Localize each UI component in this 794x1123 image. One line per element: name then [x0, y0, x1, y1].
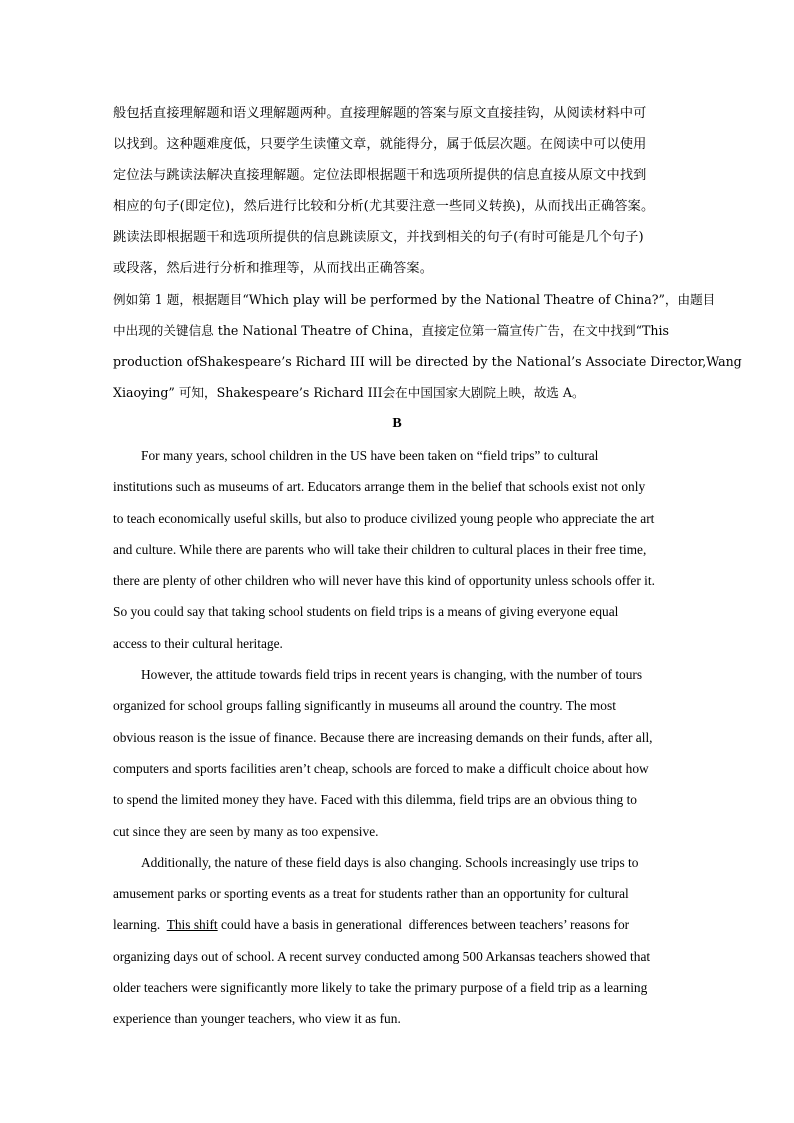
passage-text: could have a basis in generational differences between teachers’ reasons for [217, 917, 630, 933]
passage-line: institutions such as museums of art. Educators arrange them in the belief that schools exist not only [113, 479, 646, 495]
passage-line: So you could say that taking school students on field trips is a means of giving everyone equal [113, 604, 619, 620]
passage-line: to spend the limited money they have. Faced with this dilemma, field trips are an obvious thing to [113, 792, 637, 808]
passage-text: learning. [113, 917, 167, 933]
passage-line: access to their cultural heritage. [113, 635, 283, 651]
passage-line: cut since they are seen by many as too expensive. [113, 823, 379, 839]
example-line: 中出现的关键信息 the National Theatre of China，直接定位第一篇宣传广告，在文中找到“This [113, 323, 670, 338]
paragraph-2 [113, 659, 688, 847]
passage-line: and culture. While there are parents who will take their children to cultural places in their free time, [113, 541, 647, 557]
passage-line: organizing days out of school. A recent survey conducted among 500 Arkansas teachers showed that [113, 948, 651, 964]
analysis-line: 定位法与跳读法解决直接理解题。定位法即根据题干和选项所提供的信息直接从原文中找到 [113, 168, 647, 183]
section-heading: B [392, 416, 402, 431]
passage-line: experience than younger teachers, who view it as fun. [113, 1011, 401, 1027]
analysis-line: 般包括直接理解题和语义理解题两种。直接理解题的答案与原文直接挂钩，从阅读材料中可 [113, 106, 647, 121]
passage-line: computers and sports facilities aren’t cheap, schools are forced to make a difficult choice about how [113, 760, 649, 776]
passage-line: to teach economically useful skills, but also to produce civilized young people who appreciate the art [113, 510, 655, 526]
passage-line: However, the attitude towards field trips in recent years is changing, with the number of tours [141, 667, 643, 683]
analysis-line: 或段落，然后进行分析和推理等，从而找出正确答案。 [113, 261, 434, 276]
analysis-line: 相应的句子(即定位)，然后进行比较和分析(尤其要注意一些同义转换)，从而找出正确答案。 [113, 199, 655, 214]
example-block [113, 284, 742, 408]
analysis-block [113, 98, 683, 284]
passage-line: Additionally, the nature of these field days is also changing. Schools increasingly use trips to [141, 854, 639, 870]
underlined-phrase: This shift [166, 917, 218, 933]
analysis-line: 跳读法即根据题干和选项所提供的信息跳读原文，并找到相关的句子(有时可能是几个句子) [113, 230, 644, 245]
passage-line: For many years, school children in the US have been taken on “field trips” to cultural [141, 448, 599, 463]
passage-line [113, 909, 688, 940]
passage-line: organized for school groups falling significantly in museums all around the country. The most [113, 698, 616, 714]
passage-line: older teachers were significantly more likely to take the primary purpose of a field trip as a learning [113, 980, 648, 996]
example-line: production ofShakespeare’s Richard III will be directed by the National’s Associate Director,Wang [113, 354, 742, 369]
example-line: 例如第 1 题，根据题目“Which play will be performed by the National Theatre of China?”，由题目 [113, 292, 716, 307]
passage-block [113, 440, 688, 1035]
analysis-line: 以找到。这种题难度低，只要学生读懂文章，就能得分，属于低层次题。在阅读中可以使用 [113, 137, 647, 152]
passage-line: there are plenty of other children who will never have this kind of opportunity unless schools offer it. [113, 573, 655, 589]
paragraph-1 [113, 440, 688, 659]
passage-line: amusement parks or sporting events as a treat for students rather than an opportunity for cultural [113, 886, 629, 902]
paragraph-3 [113, 847, 688, 1035]
passage-line: obvious reason is the issue of finance. Because there are increasing demands on their funds, after all, [113, 729, 653, 745]
example-line: Xiaoying” 可知，Shakespeare’s Richard III会在中国国家大剧院上映，故选 A。 [113, 385, 585, 400]
